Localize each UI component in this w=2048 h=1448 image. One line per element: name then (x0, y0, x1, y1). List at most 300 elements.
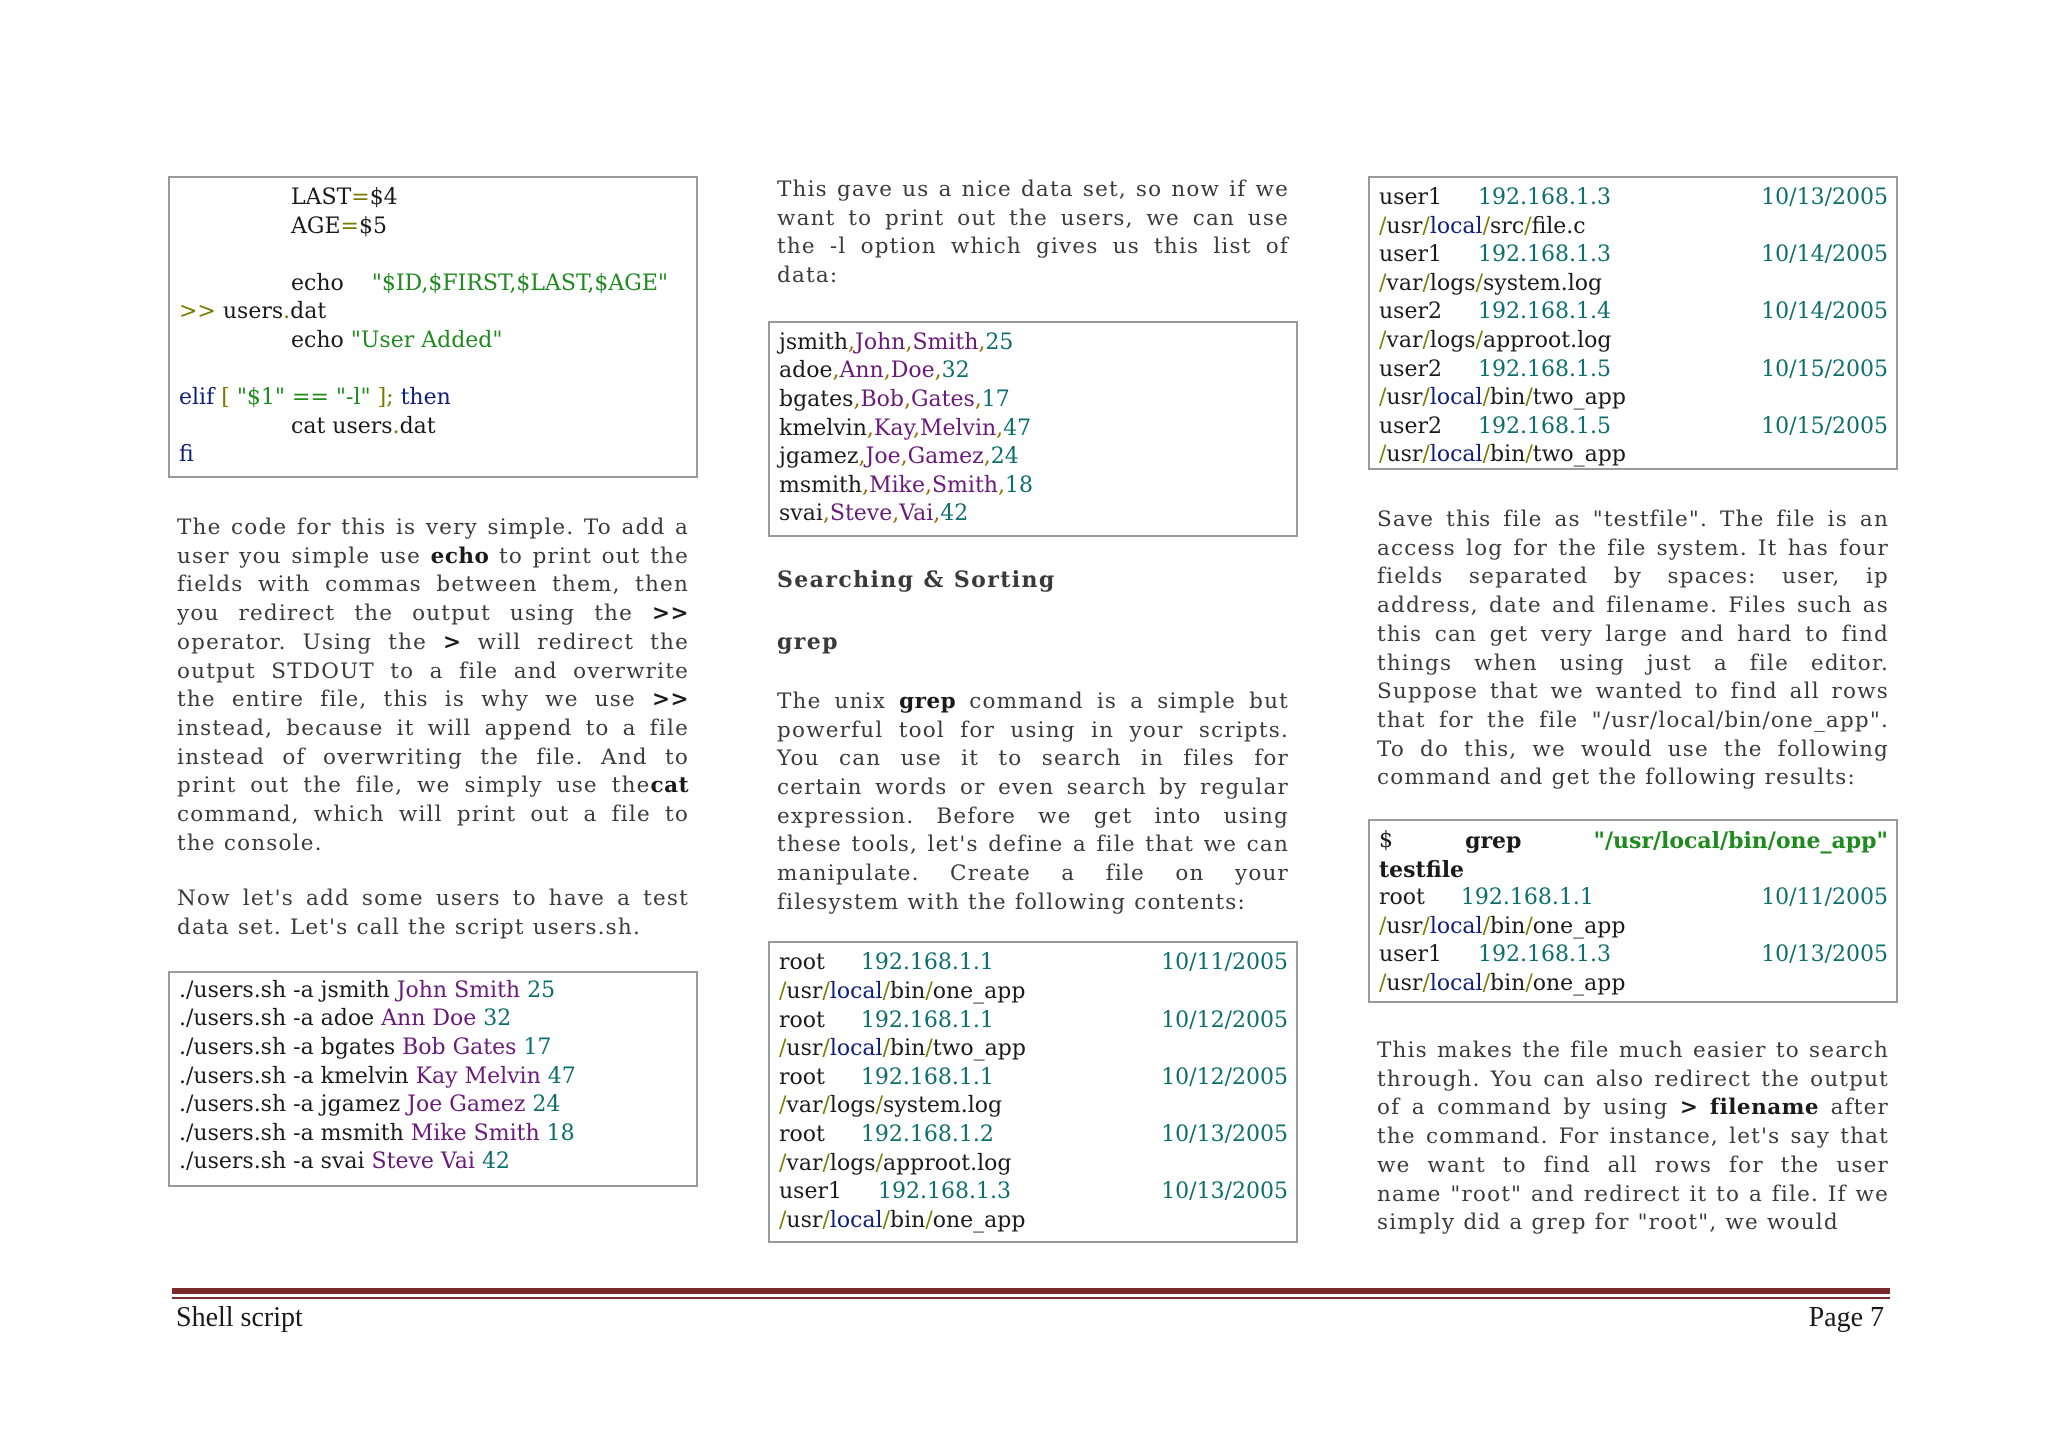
log-user-ip (779, 1007, 994, 1036)
last-name: Gamez (907, 444, 984, 470)
path-segment: system.log (1482, 270, 1603, 296)
path-segment: usr (1386, 385, 1423, 411)
path-segment: usr (1386, 913, 1423, 939)
path-segment: bin (890, 979, 926, 1005)
first-name: John (855, 329, 906, 355)
path-segment: var (786, 1150, 823, 1176)
log-user-ip (1379, 356, 1611, 385)
log-user: root (779, 1007, 825, 1033)
user-id: jgamez (779, 444, 859, 470)
comma: , (883, 358, 891, 384)
path-separator: / (1524, 213, 1532, 239)
command-line (179, 1148, 688, 1177)
code-token: = (351, 185, 370, 210)
code-token: fi (179, 442, 194, 468)
code-block-script-end (168, 176, 698, 478)
log-ip: 192.168.1.1 (860, 950, 994, 976)
path-separator: / (1475, 270, 1483, 296)
path-separator: / (875, 1093, 883, 1119)
path-separator: / (1482, 213, 1491, 239)
user-name: Ann Doe (381, 1006, 484, 1032)
path-separator: / (1475, 327, 1483, 353)
text-run: instead, because it will append to a file instead of overwriting the file. And to print out the file, we simply use the (177, 715, 689, 799)
path-separator: / (882, 1207, 891, 1233)
code-token: = (340, 213, 359, 239)
path-segment: two_app (1532, 385, 1626, 411)
log-ip: 192.168.1.1 (1460, 885, 1594, 911)
log-user: root (779, 1064, 825, 1090)
log-ip: 192.168.1.5 (1478, 413, 1611, 439)
bold-term: echo (430, 543, 490, 569)
log-row (1379, 884, 1888, 913)
comma: , (924, 472, 932, 498)
csv-row (779, 415, 1288, 444)
log-path (779, 1150, 1288, 1179)
path-segment: local (829, 1036, 883, 1062)
log-path (1379, 441, 1888, 470)
code-block-testfile-part2 (1368, 176, 1898, 470)
bold-term: > (443, 629, 462, 655)
log-row (779, 1007, 1288, 1036)
age: 42 (940, 501, 969, 527)
path-segment: one_app (932, 1207, 1026, 1233)
log-user-ip (1379, 413, 1611, 442)
last-name: Smith (931, 472, 998, 498)
log-date: 10/12/2005 (1161, 1007, 1288, 1033)
footer-rule-thin (172, 1297, 1890, 1299)
last-name: Smith (912, 329, 979, 355)
column-2 (768, 176, 1298, 1243)
bold-term: grep (899, 688, 957, 714)
text-run: to print out the fields with commas between them, then you redirect the output using the (177, 543, 689, 627)
code-block-grep-result (1368, 819, 1898, 1003)
log-user: user1 (1379, 242, 1442, 268)
path-separator: / (1482, 385, 1491, 411)
user-age: 24 (532, 1092, 561, 1118)
path-separator: / (779, 1093, 787, 1119)
log-date: 10/15/2005 (1761, 356, 1888, 382)
paragraph-add-users: Now let's add some users to have a test data set. Let's call the script users.sh. (177, 886, 689, 941)
log-user: user1 (779, 1179, 842, 1205)
comma: , (983, 444, 991, 470)
code-line (179, 213, 688, 242)
path-segment: approot.log (882, 1150, 1012, 1176)
path-separator: / (1379, 913, 1387, 939)
bold-term: cat (650, 773, 689, 799)
user-name: Mike Smith (410, 1120, 547, 1146)
comma: , (862, 472, 870, 498)
log-ip: 192.168.1.3 (1478, 942, 1611, 968)
age: 18 (1004, 472, 1033, 498)
paragraph-testfile-description: Save this file as "testfile". The file is an access log for the file system. It has four fields separated by spaces: user, ip address, date and filename. Files such as this can get very large and hard to find things when using just a file editor. Suppose that we wanted to find all rows that for the file "/usr/local/bin/one_app". To do this, we would use the following command and get the following results: (1377, 507, 1889, 791)
path-segment: logs (1429, 327, 1476, 353)
path-segment: logs (829, 1150, 876, 1176)
code-token: echo (291, 327, 351, 353)
comma: , (892, 501, 900, 527)
code-block-add-users (168, 971, 698, 1187)
path-separator: / (1422, 913, 1430, 939)
path-separator: / (779, 1036, 787, 1062)
comma: , (858, 444, 866, 470)
path-separator: / (1422, 213, 1430, 239)
log-path (779, 1035, 1288, 1064)
path-segment: local (1429, 971, 1483, 996)
user-name: John Smith (396, 977, 528, 1003)
path-segment: usr (1386, 971, 1423, 996)
command-text: ./users.sh -a msmith (179, 1120, 411, 1146)
log-date: 10/13/2005 (1761, 942, 1888, 968)
comma: , (853, 387, 861, 412)
code-token: $4 (369, 185, 398, 210)
command-line (179, 1091, 688, 1120)
code-token: "User Added" (350, 327, 503, 353)
log-row (779, 1178, 1288, 1207)
log-user-ip (779, 949, 994, 978)
code-line (179, 356, 688, 385)
path-separator: / (1379, 270, 1387, 296)
path-segment: var (1386, 270, 1423, 296)
code-token: "$ID,$FIRST,$LAST,$AGE" (371, 270, 669, 296)
comma: , (832, 358, 840, 384)
user-id: kmelvin (779, 415, 867, 441)
log-path (1379, 213, 1888, 242)
log-date: 10/14/2005 (1761, 242, 1888, 268)
log-path (779, 978, 1288, 1007)
heading-searching-sorting: Searching & Sorting (777, 566, 1056, 593)
user-id: bgates (779, 387, 854, 412)
path-segment: bin (1490, 971, 1526, 996)
user-age: 25 (527, 977, 556, 1003)
user-age: 17 (523, 1035, 552, 1061)
log-user-ip (1379, 184, 1611, 213)
csv-row (779, 386, 1288, 415)
code-line (179, 327, 688, 356)
comma: , (996, 415, 1004, 441)
bold-term: > filename (1679, 1095, 1820, 1121)
log-row (1379, 184, 1888, 213)
path-segment: one_app (932, 979, 1026, 1005)
path-segment: logs (829, 1093, 876, 1119)
code-token: elif (179, 385, 215, 411)
path-segment: bin (1490, 442, 1526, 468)
log-ip: 192.168.1.4 (1478, 299, 1611, 325)
comma: , (978, 329, 986, 355)
log-path (1379, 327, 1888, 356)
path-separator: / (1422, 327, 1430, 353)
path-segment: file.c (1531, 213, 1586, 239)
user-id: jsmith (779, 329, 849, 355)
log-path (779, 1207, 1288, 1236)
command-line (179, 977, 688, 1006)
csv-row (779, 329, 1288, 358)
last-name: Gates (910, 387, 975, 412)
log-user-ip (779, 1064, 994, 1093)
csv-row (779, 472, 1288, 501)
user-name: Kay Melvin (415, 1063, 548, 1089)
log-path (1379, 384, 1888, 413)
path-segment: local (829, 979, 883, 1005)
footer-rule (172, 1288, 1890, 1294)
log-user: user1 (1379, 942, 1442, 968)
path-segment: var (1386, 327, 1423, 353)
path-separator: / (1379, 971, 1387, 996)
csv-row (779, 357, 1288, 386)
paragraph-redirect-output (1377, 1037, 1889, 1238)
grep-file: testfile (1379, 856, 1465, 883)
log-ip: 192.168.1.3 (1478, 242, 1611, 268)
user-name: Bob Gates (402, 1035, 524, 1061)
log-ip: 192.168.1.1 (860, 1064, 994, 1090)
text-run: will redirect the output STDOUT to a file and overwrite the entire file, this is why we use (177, 629, 689, 713)
code-line (179, 241, 688, 270)
age: 17 (981, 387, 1010, 412)
user-age: 32 (483, 1006, 512, 1032)
path-segment: usr (1386, 213, 1423, 239)
comma: , (822, 501, 830, 527)
heading-grep: grep (777, 628, 839, 655)
user-id: adoe (779, 358, 833, 384)
code-block-testfile-part1 (768, 941, 1298, 1243)
path-separator: / (1379, 327, 1387, 353)
path-segment: local (829, 1207, 883, 1233)
path-separator: / (925, 1207, 933, 1233)
code-block-user-list (768, 321, 1298, 537)
first-name: Mike (869, 472, 925, 498)
command-line (179, 1063, 688, 1092)
path-segment: two_app (932, 1036, 1026, 1062)
code-token: echo (291, 270, 372, 296)
path-separator: / (1525, 442, 1533, 468)
path-separator: / (1379, 213, 1387, 239)
age: 47 (1003, 415, 1032, 441)
path-separator: / (779, 1207, 787, 1233)
comma: , (934, 358, 942, 384)
path-segment: usr (1386, 442, 1423, 468)
first-name: Joe (865, 444, 901, 470)
log-date: 10/13/2005 (1761, 185, 1888, 210)
log-date: 10/12/2005 (1161, 1064, 1288, 1090)
log-date: 10/15/2005 (1761, 413, 1888, 439)
path-segment: local (1429, 442, 1483, 468)
user-id: msmith (779, 472, 863, 498)
log-user-ip (1379, 884, 1594, 913)
code-token: . (392, 413, 400, 439)
text-run: This makes the file much easier to search through. You can also redirect the output of a command by using (1377, 1038, 1889, 1121)
text-run: operator. Using the (177, 629, 444, 655)
path-segment: local (1429, 385, 1483, 411)
command-text: ./users.sh -a svai (179, 1149, 372, 1175)
log-user: user2 (1379, 413, 1442, 439)
age: 25 (985, 329, 1014, 355)
path-separator: / (925, 1036, 933, 1062)
command-text: ./users.sh -a jgamez (179, 1092, 408, 1118)
last-name: Melvin (919, 415, 997, 441)
code-token: [ (214, 385, 237, 411)
code-line (179, 298, 688, 327)
column-3 (1368, 176, 1898, 1238)
comma: , (905, 329, 913, 355)
log-date: 10/13/2005 (1161, 1179, 1288, 1205)
command-text: ./users.sh -a kmelvin (179, 1063, 416, 1089)
page-number: Page 7 (1808, 1302, 1884, 1333)
age: 32 (941, 358, 970, 384)
paragraph-dataset: This gave us a nice data set, so now if we want to print out the users, we can use the -l option which gives us this list of data: (777, 177, 1289, 289)
code-token: "$1" == "-l" (236, 385, 371, 411)
path-separator: / (779, 1150, 787, 1176)
user-name: Steve Vai (371, 1149, 482, 1175)
grep-command-line (1379, 827, 1888, 856)
log-path (1379, 913, 1888, 942)
command-text: ./users.sh -a jsmith (179, 977, 397, 1003)
paragraph-echo-explanation (177, 514, 689, 858)
log-path (779, 1092, 1288, 1121)
user-age: 42 (481, 1149, 510, 1175)
code-line (179, 384, 688, 413)
log-date: 10/14/2005 (1761, 299, 1888, 325)
code-token: cat users (291, 413, 393, 439)
log-row (779, 1121, 1288, 1150)
path-segment: local (1429, 213, 1483, 239)
log-ip: 192.168.1.1 (860, 1007, 994, 1033)
footer-title: Shell script (176, 1302, 303, 1333)
text-run: The code for this is very simple. To add a user you simple use (177, 515, 689, 569)
code-line (179, 413, 688, 442)
bold-term: >> (651, 687, 689, 713)
log-ip: 192.168.1.5 (1478, 356, 1611, 382)
log-path (1379, 970, 1888, 999)
first-name: Ann (839, 358, 884, 384)
path-separator: / (1482, 971, 1491, 996)
log-ip: 192.168.1.3 (878, 1179, 1011, 1205)
path-segment: bin (1490, 385, 1526, 411)
path-separator: / (822, 979, 830, 1005)
log-user-ip (1379, 241, 1611, 270)
path-segment: src (1490, 213, 1525, 239)
log-user: root (779, 950, 825, 976)
path-separator: / (1379, 385, 1387, 411)
log-row (779, 949, 1288, 978)
log-user-ip (779, 1121, 994, 1150)
log-user-ip (779, 1178, 1011, 1207)
path-segment: usr (786, 1036, 823, 1062)
path-separator: / (1422, 971, 1430, 996)
comma: , (933, 501, 941, 527)
log-row (1379, 413, 1888, 442)
text-run: after the command. For instance, let's say that we want to find all rows for the user name "root" and redirect it to a file. If we simply did a grep for "root", we would (1377, 1095, 1889, 1236)
log-row (1379, 241, 1888, 270)
bold-term: >> (651, 601, 689, 627)
log-row (1379, 941, 1888, 970)
text-run: command, which will print out a file to the console. (177, 802, 689, 856)
log-ip: 192.168.1.2 (860, 1122, 994, 1147)
code-token: then (400, 385, 451, 411)
log-row (1379, 298, 1888, 327)
first-name: Kay (873, 415, 913, 441)
path-segment: usr (786, 1207, 823, 1233)
code-token: . (283, 299, 291, 325)
path-segment: system.log (882, 1093, 1003, 1119)
user-age: 47 (547, 1063, 576, 1089)
comma: , (848, 329, 856, 355)
path-separator: / (822, 1207, 830, 1233)
log-date: 10/11/2005 (1761, 885, 1888, 911)
path-separator: / (1422, 270, 1430, 296)
path-separator: / (1525, 913, 1533, 939)
path-separator: / (779, 979, 787, 1005)
path-separator: / (822, 1093, 830, 1119)
prompt-symbol: $ (1379, 828, 1393, 854)
log-row (1379, 356, 1888, 385)
code-token: $5 (358, 213, 387, 239)
path-segment: bin (890, 1207, 926, 1233)
comma: , (866, 415, 874, 441)
log-user: user2 (1379, 356, 1442, 382)
path-separator: / (1482, 442, 1491, 468)
text-run: command is a simple but powerful tool for using in your scripts. You can use it to search in files for certain words or even search by regular expression. Before we get into using these tools, let's define a file that we can manipulate. Create a file on your filesystem with the following contents: (777, 688, 1290, 915)
log-ip: 192.168.1.3 (1478, 185, 1611, 210)
path-segment: logs (1429, 270, 1476, 296)
column-1 (168, 176, 698, 1187)
comma: , (974, 387, 982, 412)
code-token: dat (399, 413, 436, 439)
last-name: Vai (899, 501, 934, 527)
log-path (1379, 270, 1888, 299)
code-token: >> (179, 299, 216, 325)
log-user-ip (1379, 298, 1611, 327)
text-run: The unix (777, 688, 900, 714)
path-separator: / (1422, 385, 1430, 411)
path-separator: / (1422, 442, 1430, 468)
path-separator: / (875, 1150, 883, 1176)
log-user: user1 (1379, 185, 1442, 210)
code-token: AGE (291, 213, 341, 239)
path-separator: / (1525, 971, 1533, 996)
command-text: ./users.sh -a bgates (179, 1035, 403, 1061)
user-name: Joe Gamez (407, 1092, 533, 1118)
path-segment: one_app (1532, 913, 1626, 939)
comma: , (912, 415, 920, 441)
csv-row (779, 500, 1288, 529)
path-separator: / (1482, 913, 1491, 939)
last-name: Doe (890, 358, 935, 384)
path-segment: one_app (1532, 971, 1626, 996)
paragraph-grep-intro (777, 688, 1289, 918)
path-separator: / (882, 1036, 891, 1062)
log-user: user2 (1379, 299, 1442, 325)
path-separator: / (822, 1036, 830, 1062)
first-name: Bob (860, 387, 904, 412)
first-name: Steve (829, 501, 893, 527)
command-text: ./users.sh -a adoe (179, 1006, 382, 1032)
command-line (179, 1005, 688, 1034)
path-segment: local (1429, 913, 1483, 939)
path-segment: var (786, 1093, 823, 1119)
path-segment: bin (1490, 913, 1526, 939)
path-segment: usr (786, 979, 823, 1005)
log-date: 10/13/2005 (1161, 1122, 1288, 1147)
code-token: users (215, 299, 284, 325)
log-date: 10/11/2005 (1161, 950, 1288, 976)
path-segment: two_app (1532, 442, 1626, 468)
path-segment: bin (890, 1036, 926, 1062)
path-separator: / (925, 979, 933, 1005)
path-segment: approot.log (1482, 327, 1612, 353)
grep-pattern: "/usr/local/bin/one_app" (1593, 828, 1888, 855)
log-user: root (779, 1122, 825, 1147)
user-age: 18 (546, 1120, 575, 1146)
code-line (179, 441, 688, 470)
path-separator: / (882, 979, 891, 1005)
